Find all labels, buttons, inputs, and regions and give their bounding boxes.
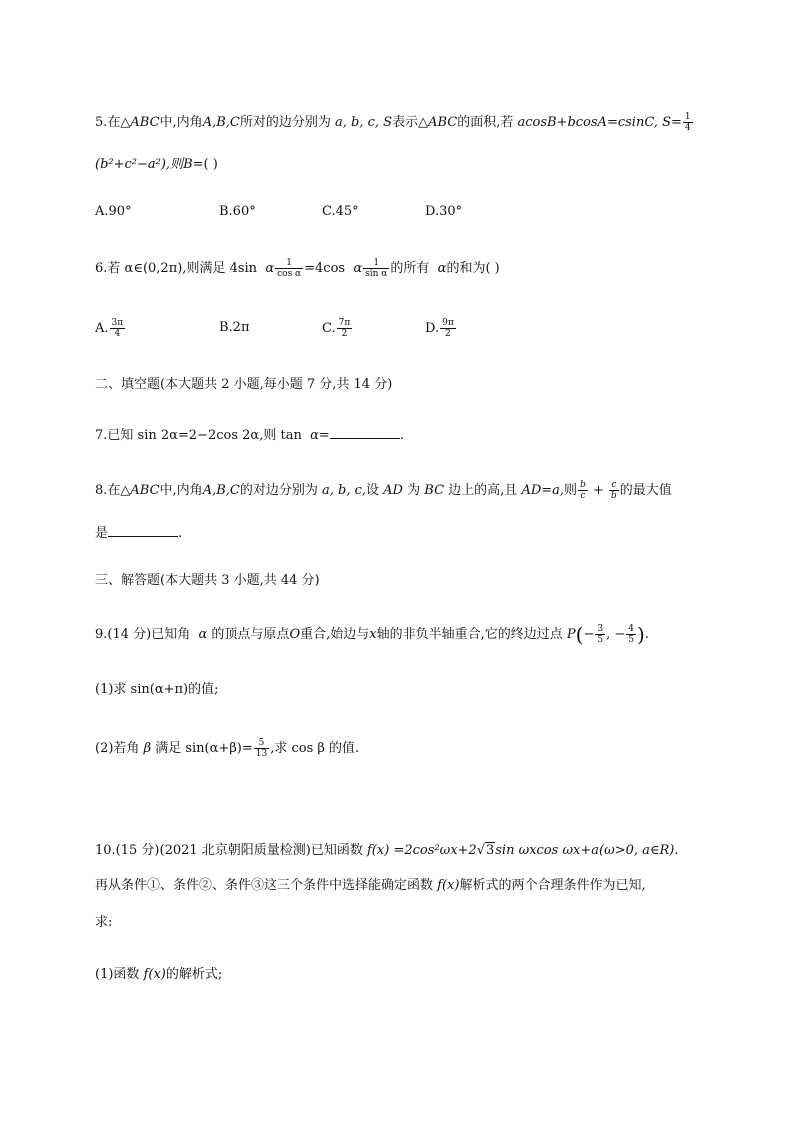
q6-text: =4cos bbox=[304, 261, 346, 276]
q8-ad: AD bbox=[383, 483, 403, 498]
q9-alpha: α bbox=[198, 627, 208, 642]
q8-text: 则 bbox=[564, 483, 578, 498]
q5-angles: A,B,C bbox=[202, 115, 240, 130]
denominator: 13 bbox=[255, 749, 268, 759]
q5-option-c: C.45° bbox=[322, 204, 359, 219]
numerator: 1 bbox=[275, 258, 303, 269]
q5-text: 的面积,若 bbox=[457, 115, 514, 130]
q5-fraction bbox=[683, 112, 693, 133]
numerator: 3π bbox=[111, 318, 124, 328]
q5-line1 bbox=[95, 112, 694, 133]
denominator: 5 bbox=[597, 635, 604, 645]
q9-line1 bbox=[95, 624, 649, 645]
q10-function: f(x) bbox=[143, 967, 166, 982]
section-heading-solutions: 三、解答题(本大题共 3 小题,共 44 分) bbox=[95, 573, 320, 588]
q6-option-c-fraction bbox=[337, 318, 353, 339]
q6-option-c bbox=[322, 318, 353, 339]
q10-line3: 求: bbox=[95, 915, 113, 930]
q9-text: 9.(14 分)已知角 bbox=[95, 627, 191, 642]
q6-option-a-fraction bbox=[110, 318, 126, 339]
q8-bc: BC bbox=[424, 483, 445, 498]
q8-text: 的对边分别为 bbox=[239, 483, 318, 498]
denominator: 2 bbox=[341, 329, 348, 339]
q9-text: 轴的非负半轴重合,它的终边过点 bbox=[376, 627, 563, 642]
numerator: 9π bbox=[442, 318, 454, 328]
q6-text: 6.若 bbox=[95, 261, 121, 276]
q8-text: 是 bbox=[95, 526, 109, 541]
q6-text: 的所有 bbox=[390, 261, 430, 276]
q10-text: 再从条件①、条件②、条件③这三个条件中选择能确定函数 bbox=[95, 878, 434, 893]
denominator: 4 bbox=[684, 123, 691, 133]
denominator: sin α bbox=[365, 269, 388, 279]
q8-text: 8.在△ bbox=[95, 483, 131, 498]
q6-option-d-fraction bbox=[440, 318, 456, 339]
q5-option-b: B.60° bbox=[219, 204, 256, 219]
q9-x-axis: x bbox=[369, 627, 377, 642]
q10-formula: =2cos²ωx+2 bbox=[393, 843, 477, 858]
right-paren: ) bbox=[637, 622, 645, 647]
q9-fraction-y bbox=[626, 624, 636, 645]
q7-period: . bbox=[399, 428, 404, 443]
q8-ad-eq: AD=a, bbox=[521, 483, 565, 498]
q9-text: 满足 sin(α+β)= bbox=[155, 741, 253, 756]
q5-text: 中,内角 bbox=[159, 115, 203, 130]
denominator: 5 bbox=[628, 635, 634, 645]
q6-alpha: α bbox=[265, 261, 275, 276]
q8-fraction-c-b bbox=[609, 480, 619, 501]
section-heading-fill-in: 二、填空题(本大题共 2 小题,每小题 7 分,共 14 分) bbox=[95, 377, 393, 392]
q6-fraction-2 bbox=[363, 258, 389, 279]
q5-line2 bbox=[95, 155, 218, 175]
q8-answer-blank[interactable] bbox=[108, 522, 178, 537]
q7-alpha: α bbox=[310, 428, 319, 443]
q9-period: . bbox=[644, 627, 649, 642]
q8-plus: + bbox=[592, 483, 604, 498]
q5-text: 表示△ bbox=[392, 115, 429, 130]
q10-text: (1)函数 bbox=[95, 967, 140, 982]
q6-text: 的和为( ) bbox=[446, 261, 500, 276]
q9-text: (2)若角 bbox=[95, 741, 140, 756]
q10-text: 10.(15 分)(2021 北京朝阳质量检测)已知函数 bbox=[95, 843, 363, 858]
minus-sign: − bbox=[583, 627, 595, 642]
q9-text: ,求 cos β 的值. bbox=[270, 741, 360, 756]
option-label: C. bbox=[322, 321, 336, 336]
q10-formula: sin ωxcos ωx+a(ω>0, a∈R). bbox=[495, 843, 679, 858]
q9-fraction-5-13 bbox=[254, 738, 269, 759]
option-label: D. bbox=[425, 321, 440, 336]
q8-angles: A,B,C bbox=[202, 483, 240, 498]
q10-text: 的解析式; bbox=[165, 967, 223, 982]
q9-sub1: (1)求 sin(α+π)的值; bbox=[95, 682, 219, 697]
q8-text: 的最大值 bbox=[619, 483, 672, 498]
q9-text: 重合,始边与 bbox=[300, 627, 370, 642]
numerator: b bbox=[580, 480, 586, 490]
q8-text: 边上的高,且 bbox=[448, 483, 518, 498]
q9-origin: O bbox=[289, 627, 301, 642]
q10-line1 bbox=[95, 841, 678, 861]
q6-line bbox=[95, 258, 500, 279]
numerator: 4 bbox=[628, 624, 634, 634]
denominator: b bbox=[611, 491, 617, 501]
q7-line bbox=[95, 424, 404, 446]
q9-sub2 bbox=[95, 738, 359, 759]
denominator: c bbox=[580, 491, 586, 501]
comma: , bbox=[606, 627, 611, 642]
q7-equals: = bbox=[318, 428, 330, 443]
option-label: A. bbox=[95, 321, 109, 336]
numerator: 7π bbox=[338, 318, 351, 328]
q8-text: 为 bbox=[407, 483, 421, 498]
q7-text: 7.已知 sin 2α=2−2cos 2α,则 tan bbox=[95, 428, 302, 443]
q10-function: f(x) bbox=[437, 878, 460, 893]
numerator: 3 bbox=[597, 624, 604, 634]
q5-option-d: D.30° bbox=[425, 204, 463, 219]
q10-function: f(x) bbox=[367, 843, 390, 858]
q8-text: 中,内角 bbox=[159, 483, 203, 498]
q8-line2 bbox=[95, 522, 182, 544]
q5-triangle: ABC bbox=[428, 115, 458, 130]
q6-alpha: α bbox=[437, 261, 447, 276]
q8-fraction-b-c bbox=[578, 480, 588, 501]
q9-point: P bbox=[566, 627, 576, 642]
q10-line2 bbox=[95, 876, 646, 896]
q8-text: 设 bbox=[366, 483, 380, 498]
q5-option-a: A.90° bbox=[95, 204, 132, 219]
q8-sides: a, b, c, bbox=[322, 483, 367, 498]
numerator: 5 bbox=[254, 738, 269, 749]
q10-text: 解析式的两个合理条件作为已知, bbox=[459, 878, 646, 893]
q9-fraction-x bbox=[595, 624, 605, 645]
numerator: 1 bbox=[363, 258, 389, 269]
sqrt-icon: √ bbox=[476, 843, 485, 858]
q6-option-b: B.2π bbox=[219, 320, 250, 335]
q8-period: . bbox=[178, 526, 183, 541]
q10-sqrt-value: 3 bbox=[485, 843, 495, 858]
q7-answer-blank[interactable] bbox=[330, 424, 400, 439]
q9-text: 的顶点与原点 bbox=[211, 627, 290, 642]
denominator: cos α bbox=[277, 269, 302, 279]
denominator: 2 bbox=[445, 329, 451, 339]
q8-line1 bbox=[95, 480, 672, 501]
q5-formula: acosB+bcosA=csinC, S= bbox=[517, 115, 682, 130]
q5-text: 5.在△ bbox=[95, 115, 131, 130]
q5-expression: (b²+c²−a²),则 bbox=[95, 157, 184, 172]
q5-paren: =( ) bbox=[192, 157, 218, 172]
q6-option-a bbox=[95, 318, 126, 339]
minus-sign: − bbox=[614, 627, 626, 642]
left-paren: ( bbox=[575, 622, 584, 647]
q6-fraction-1 bbox=[275, 258, 303, 279]
q5-text: 所对的边分别为 bbox=[239, 115, 331, 130]
denominator: 4 bbox=[114, 329, 121, 339]
numerator: c bbox=[609, 480, 619, 491]
q5-var-b: B bbox=[183, 157, 193, 172]
q10-sub1 bbox=[95, 965, 222, 985]
q6-alpha: α bbox=[353, 261, 363, 276]
numerator: 1 bbox=[684, 112, 691, 122]
q6-option-d bbox=[425, 318, 457, 339]
q5-sides: a, b, c, S bbox=[335, 115, 393, 130]
q6-condition: α∈(0,2π),则满足 4sin bbox=[124, 261, 258, 276]
q9-beta: β bbox=[143, 741, 152, 756]
q8-triangle: ABC bbox=[130, 483, 160, 498]
q5-triangle: ABC bbox=[130, 115, 160, 130]
